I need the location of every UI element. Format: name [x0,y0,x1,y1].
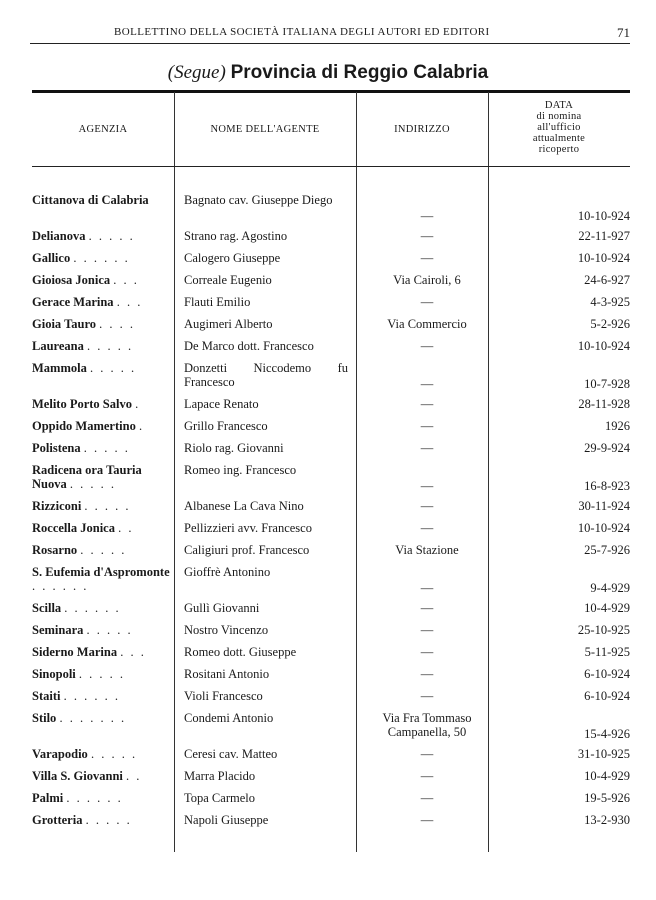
agenzia-name: Rosarno [32,543,78,557]
header-data [488,100,630,155]
segue-label: (Segue) [167,62,226,83]
indirizzo-cell: — [420,601,434,615]
agenzia-cell [32,251,170,265]
dot-leader: . . . . . . [66,791,123,805]
agenzia-cell [32,543,170,557]
data-cell: 6-10-924 [584,667,630,681]
data-cell: 16-8-923 [584,479,630,493]
agenzia-cell [32,317,170,331]
nome-cell: Donzetti Niccodemo fu Francesco [184,361,348,389]
data-cell: 10-10-924 [577,339,630,353]
agenzia-name: Oppido Mamertino [32,419,136,433]
table-row [32,601,630,617]
agenzia-name: Seminara [32,623,84,637]
data-cell: 29-9-924 [584,441,630,455]
dot-leader: . . . . . . [32,579,89,593]
indirizzo-cell: — [420,295,434,309]
agenzia-name: Gallico [32,251,71,265]
running-title: BOLLETTINO DELLA SOCIETÀ ITALIANA DEGLI AUTORI ED EDITORI [114,26,490,38]
indirizzo-cell: Via Stazione [395,543,459,557]
nome-cell: Napoli Giuseppe [184,813,269,827]
table-row [32,397,630,413]
agenzia-cell [32,711,170,725]
dot-leader: . . . . . . [73,251,130,265]
table-row [32,747,630,763]
agenzia-cell [32,229,170,243]
table-row [32,193,630,223]
nome-cell: Caligiuri prof. Francesco [184,543,310,557]
agenzia-cell [32,193,170,207]
dot-leader: . . . . . . [64,601,121,615]
table-row [32,565,630,595]
data-cell: 22-11-927 [578,229,630,243]
dot-leader: . . [126,769,142,783]
table-row [32,229,630,245]
indirizzo-cell: — [420,251,434,265]
agenzia-cell [32,339,170,353]
dot-leader: . . . [120,645,146,659]
dot-leader: . . . . . . . [59,711,127,725]
agenzia-name: Laureana [32,339,84,353]
indirizzo-cell: — [420,645,434,659]
data-cell: 1926 [605,419,630,433]
indirizzo-cell: — [420,791,434,805]
table-row [32,521,630,537]
agenzia-name: Varapodio [32,747,88,761]
data-cell: 10-10-924 [577,251,630,265]
table-row [32,689,630,705]
data-cell: 4-3-925 [590,295,630,309]
dot-leader: . . . . . [88,229,135,243]
agenzia-cell [32,441,170,455]
indirizzo-cell: — [420,339,434,353]
dot-leader: . . . . . . [63,689,120,703]
data-cell: 30-11-924 [578,499,630,513]
agenzia-name: Siderno Marina [32,645,118,659]
data-cell: 6-10-924 [584,689,630,703]
agenzia-cell [32,645,170,659]
dot-leader: . . . . . [87,339,134,353]
indirizzo-cell: — [420,377,434,391]
header-data-line: di nomina [536,111,582,122]
table-row [32,543,630,559]
agenzia-name: Sinopoli [32,667,76,681]
indirizzo-cell: — [420,581,434,595]
dot-leader: . . . . . [89,361,137,375]
data-cell: 24-6-927 [584,273,630,287]
table-row [32,419,630,435]
nome-cell: Violi Francesco [184,689,263,703]
agenzia-cell [32,747,170,761]
table-row [32,441,630,457]
running-head-rule [30,43,630,44]
table-row [32,273,630,289]
table-row [32,317,630,333]
agenzia-name: Grotteria [32,813,83,827]
nome-cell: Topa Carmelo [184,791,255,805]
nome-cell: Condemi Antonio [184,711,274,725]
agenzia-cell [32,565,170,593]
data-cell: 10-4-929 [584,601,630,615]
header-data-line: DATA [544,100,574,111]
indirizzo-cell: — [420,813,434,827]
data-cell: 25-10-925 [577,623,630,637]
nome-cell: Albanese La Cava Nino [184,499,304,513]
nome-cell: Gullì Giovanni [184,601,260,615]
dot-leader: . . . . . [84,499,131,513]
data-cell: 25-7-926 [584,543,630,557]
agenzia-name: Polistena [32,441,81,455]
table-row [32,623,630,639]
indirizzo-cell: — [420,419,434,433]
agenzia-name: Rizziconi [32,499,82,513]
indirizzo-cell: — [420,623,434,637]
nome-cell: Romeo dott. Giuseppe [184,645,297,659]
table-row [32,769,630,785]
indirizzo-cell: — [420,769,434,783]
header-indirizzo: INDIRIZZO [394,124,450,135]
dot-leader: . . . [113,273,139,287]
agenzia-cell [32,623,170,637]
indirizzo-cell: — [420,397,434,411]
agenzia-name: S. Eufemia d'Aspromonte [32,565,170,579]
agenzia-cell [32,419,170,433]
table-row [32,645,630,661]
agenzia-name: Melito Porto Salvo [32,397,132,411]
dot-leader: . . . . . [86,623,133,637]
table-row [32,339,630,355]
agenzia-cell [32,273,170,287]
nome-cell: De Marco dott. Francesco [184,339,314,353]
dot-leader: . . . . . [85,813,132,827]
table-row [32,361,630,391]
dot-leader: . [138,419,145,433]
data-cell: 28-11-928 [578,397,630,411]
nome-cell: Riolo rag. Giovanni [184,441,284,455]
table-row [32,463,630,493]
table-row [32,295,630,311]
indirizzo-cell: Via Commercio [387,317,467,331]
data-cell: 10-10-924 [577,209,630,223]
page-number: 71 [617,25,630,40]
dot-leader: . . . . . [69,477,116,491]
nome-cell: Romeo ing. Francesco [184,463,297,477]
agenzia-cell [32,499,170,513]
header-data-line: ricoperto [538,144,580,155]
indirizzo-cell: — [420,521,434,535]
dot-leader: . . . . . [90,747,138,761]
table-row [32,711,630,741]
agenzia-cell [32,397,170,411]
table-row [32,251,630,267]
agenzia-name: Gioia Tauro [32,317,97,331]
agenzia-name: Staiti [32,689,61,703]
nome-cell: Flauti Emilio [184,295,251,309]
agenzia-cell [32,769,170,783]
indirizzo-cell: — [420,441,434,455]
agenzia-cell [32,463,170,491]
dot-leader: . . [118,521,134,535]
agenzia-cell [32,813,170,827]
table-row [32,813,630,829]
data-cell: 5-11-925 [584,645,630,659]
indirizzo-cell: Via Fra Tommaso Campanella, 50 [382,711,472,739]
data-cell: 10-10-924 [577,521,630,535]
nome-cell: Strano rag. Agostino [184,229,288,243]
agenzia-cell [32,361,170,375]
nome-cell: Ceresi cav. Matteo [184,747,278,761]
data-cell: 15-4-926 [584,727,630,741]
dot-leader: . . . . . [80,543,127,557]
indirizzo-cell: Via Cairoli, 6 [393,273,461,287]
data-cell: 10-4-929 [584,769,630,783]
province-title: Provincia di Reggio Calabria [230,62,489,83]
agenzia-name: Mammola [32,361,87,375]
section-title [0,62,656,84]
indirizzo-cell: — [420,747,434,761]
agenzia-name: Palmi [32,791,64,805]
table-row [32,499,630,515]
nome-cell: Correale Eugenio [184,273,272,287]
nome-cell: Marra Placido [184,769,256,783]
data-cell: 9-4-929 [590,581,630,595]
dot-leader: . [135,397,141,411]
header-agenzia: AGENZIA [78,124,128,135]
data-cell: 19-5-926 [584,791,630,805]
header-nome: NOME DELL'AGENTE [210,124,320,135]
nome-cell: Augimeri Alberto [184,317,273,331]
agenzia-name: Delianova [32,229,86,243]
nome-cell: Bagnato cav. Giuseppe Diego [184,193,333,207]
indirizzo-cell: — [420,209,434,223]
agenzia-name: Radicena ora Tauria Nuova [32,463,142,491]
data-cell: 13-2-930 [584,813,630,827]
nome-cell: Calogero Giuseppe [184,251,281,265]
indirizzo-cell: — [420,229,434,243]
nome-cell: Lapace Renato [184,397,259,411]
dot-leader: . . . . [99,317,136,331]
data-cell: 5-2-926 [590,317,630,331]
table-row [32,791,630,807]
table-row [32,667,630,683]
dot-leader: . . . . . [83,441,130,455]
agenzia-name: Roccella Jonica [32,521,115,535]
agenzia-cell [32,295,170,309]
agenzia-cell [32,601,170,615]
agenzia-name: Gioiosa Jonica [32,273,111,287]
running-head [30,26,630,44]
agenzia-cell [32,791,170,805]
dot-leader: . . . . . [78,667,126,681]
indirizzo-cell: — [420,479,434,493]
agenzia-name: Stilo [32,711,57,725]
agenzia-name: Gerace Marina [32,295,114,309]
agenzia-cell [32,689,170,703]
table-top-rule [32,90,630,93]
data-cell: 31-10-925 [577,747,630,761]
indirizzo-cell: — [420,499,434,513]
agenzia-name: Cittanova di Calabria [32,193,149,207]
dot-leader: . . . [116,295,143,309]
agenzia-name: Scilla [32,601,62,615]
agenzia-cell [32,521,170,535]
agenzia-name: Villa S. Giovanni [32,769,123,783]
header-bottom-rule [32,166,630,167]
header-data-line: attualmente [532,133,586,144]
nome-cell: Pellizzieri avv. Francesco [184,521,312,535]
indirizzo-cell: — [420,667,434,681]
header-data-line: all'ufficio [537,122,581,133]
nome-cell: Rositani Antonio [184,667,270,681]
data-cell: 10-7-928 [584,377,630,391]
nome-cell: Nostro Vincenzo [184,623,269,637]
nome-cell: Grillo Francesco [184,419,268,433]
nome-cell: Gioffrè Antonino [184,565,271,579]
indirizzo-cell: — [420,689,434,703]
agenzia-cell [32,667,170,681]
